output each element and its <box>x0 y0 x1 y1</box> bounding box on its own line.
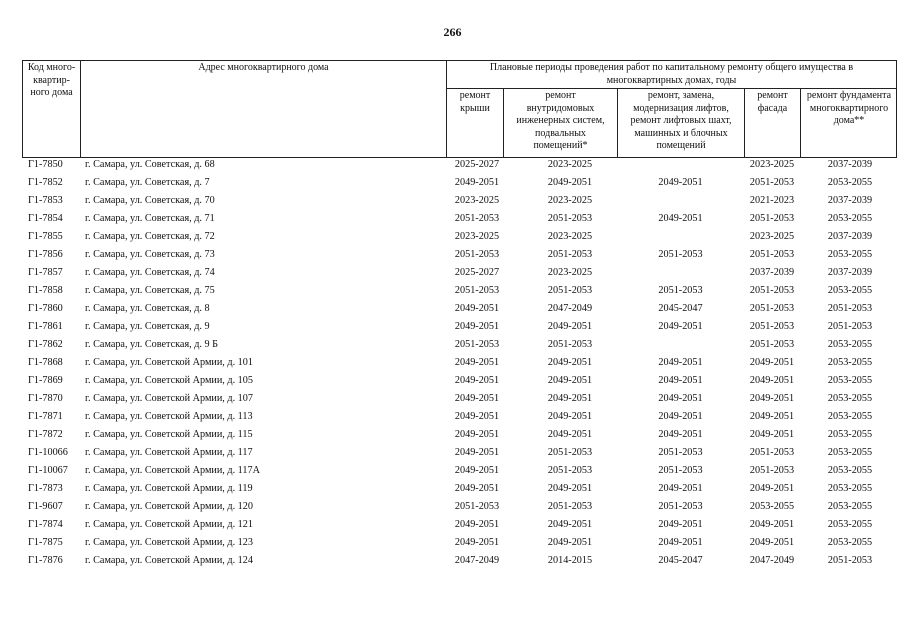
cell-address: г. Самара, ул. Советской Армии, д. 105 <box>85 375 253 386</box>
cell-lift: 2051-2053 <box>658 447 703 458</box>
cell-facade: 2049-2051 <box>749 537 795 548</box>
cell-address: г. Самара, ул. Советская, д. 72 <box>85 231 215 242</box>
cell-engineering: 2047-2049 <box>547 303 593 314</box>
cell-code: Г1-7860 <box>28 303 63 314</box>
cell-foundation: 2053-2055 <box>827 411 873 422</box>
cell-facade: 2051-2053 <box>749 321 795 332</box>
cell-foundation: 2053-2055 <box>827 339 873 350</box>
header-foundation <box>801 90 897 128</box>
cell-facade: 2051-2053 <box>749 213 795 224</box>
table-row <box>22 282 902 300</box>
cell-code: Г1-7850 <box>28 159 63 170</box>
cell-facade: 2051-2053 <box>749 303 795 314</box>
table-row <box>22 462 902 480</box>
cell-roof: 2025-2027 <box>454 159 500 170</box>
cell-roof: 2051-2053 <box>454 501 500 512</box>
cell-facade: 2051-2053 <box>749 339 795 350</box>
cell-foundation: 2053-2055 <box>827 249 873 260</box>
cell-address: г. Самара, ул. Советская, д. 9 Б <box>85 339 218 350</box>
cell-facade: 2023-2025 <box>749 231 795 242</box>
cell-roof: 2023-2025 <box>454 195 500 206</box>
cell-address: г. Самара, ул. Советская, д. 71 <box>85 213 215 224</box>
cell-facade: 2049-2051 <box>749 411 795 422</box>
cell-address: г. Самара, ул. Советская, д. 75 <box>85 285 215 296</box>
cell-address: г. Самара, ул. Советской Армии, д. 107 <box>85 393 253 404</box>
table-row <box>22 210 902 228</box>
cell-foundation: 2053-2055 <box>827 519 873 530</box>
cell-foundation: 2051-2053 <box>827 555 873 566</box>
cell-engineering: 2051-2053 <box>547 249 593 260</box>
cell-code: Г1-7855 <box>28 231 63 242</box>
table-row <box>22 390 902 408</box>
cell-foundation: 2051-2053 <box>827 303 873 314</box>
header-facade <box>745 90 800 115</box>
cell-facade: 2051-2053 <box>749 465 795 476</box>
cell-code: Г1-7874 <box>28 519 63 530</box>
table-row <box>22 174 902 192</box>
cell-code: Г1-9607 <box>28 501 63 512</box>
header-code-line: квартир- <box>33 74 70 86</box>
grid-subheader-line <box>446 88 897 89</box>
cell-foundation: 2053-2055 <box>827 213 873 224</box>
cell-address: г. Самара, ул. Советской Армии, д. 124 <box>85 555 253 566</box>
cell-code: Г1-7862 <box>28 339 63 350</box>
cell-engineering: 2023-2025 <box>547 267 593 278</box>
cell-lift: 2049-2051 <box>658 177 703 188</box>
cell-facade: 2049-2051 <box>749 357 795 368</box>
cell-engineering: 2051-2053 <box>547 501 593 512</box>
cell-code: Г1-7868 <box>28 357 63 368</box>
cell-foundation: 2037-2039 <box>827 195 873 206</box>
cell-foundation: 2053-2055 <box>827 393 873 404</box>
cell-code: Г1-7856 <box>28 249 63 260</box>
table-row <box>22 264 902 282</box>
cell-engineering: 2049-2051 <box>547 393 593 404</box>
cell-address: г. Самара, ул. Советской Армии, д. 120 <box>85 501 253 512</box>
cell-code: Г1-7870 <box>28 393 63 404</box>
cell-lift: 2051-2053 <box>658 501 703 512</box>
cell-facade: 2047-2049 <box>749 555 795 566</box>
table-row <box>22 534 902 552</box>
grid-col-line-1 <box>80 60 81 157</box>
cell-code: Г1-7857 <box>28 267 63 278</box>
cell-roof: 2049-2051 <box>454 519 500 530</box>
cell-engineering: 2049-2051 <box>547 483 593 494</box>
cell-lift: 2049-2051 <box>658 213 703 224</box>
header-foundation-line: дома** <box>833 115 865 126</box>
cell-roof: 2049-2051 <box>454 465 500 476</box>
cell-foundation: 2037-2039 <box>827 231 873 242</box>
header-engineering-line: подвальных <box>535 127 586 139</box>
cell-code: Г1-7875 <box>28 537 63 548</box>
cell-engineering: 2014-2015 <box>547 555 593 566</box>
header-lift-line: машинных и блочных <box>634 127 728 139</box>
cell-engineering: 2051-2053 <box>547 213 593 224</box>
cell-roof: 2049-2051 <box>454 447 500 458</box>
header-lift <box>618 90 744 153</box>
cell-lift: 2049-2051 <box>658 429 703 440</box>
cell-engineering: 2049-2051 <box>547 321 593 332</box>
cell-address: г. Самара, ул. Советской Армии, д. 121 <box>85 519 253 530</box>
cell-facade: 2021-2023 <box>749 195 795 206</box>
cell-lift: 2051-2053 <box>658 285 703 296</box>
cell-code: Г1-7853 <box>28 195 63 206</box>
cell-foundation: 2053-2055 <box>827 501 873 512</box>
cell-address: г. Самара, ул. Советской Армии, д. 117А <box>85 465 260 476</box>
cell-code: Г1-7852 <box>28 177 63 188</box>
cell-address: г. Самара, ул. Советской Армии, д. 115 <box>85 429 253 440</box>
header-foundation-line: многоквартирного <box>809 102 889 114</box>
cell-address: г. Самара, ул. Советская, д. 74 <box>85 267 215 278</box>
cell-address: г. Самара, ул. Советская, д. 9 <box>85 321 210 332</box>
cell-foundation: 2053-2055 <box>827 537 873 548</box>
header-engineering-line: ремонт <box>545 90 576 101</box>
table-row <box>22 246 902 264</box>
table-row <box>22 480 902 498</box>
cell-engineering: 2049-2051 <box>547 519 593 530</box>
cell-roof: 2049-2051 <box>454 411 500 422</box>
cell-engineering: 2023-2025 <box>547 231 593 242</box>
cell-address: г. Самара, ул. Советская, д. 8 <box>85 303 210 314</box>
cell-lift: 2049-2051 <box>658 375 703 386</box>
cell-address: г. Самара, ул. Советская, д. 70 <box>85 195 215 206</box>
cell-facade: 2023-2025 <box>749 159 795 170</box>
cell-foundation: 2053-2055 <box>827 483 873 494</box>
cell-facade: 2037-2039 <box>749 267 795 278</box>
cell-address: г. Самара, ул. Советской Армии, д. 113 <box>85 411 253 422</box>
cell-foundation: 2053-2055 <box>827 447 873 458</box>
cell-facade: 2051-2053 <box>749 177 795 188</box>
cell-facade: 2049-2051 <box>749 393 795 404</box>
cell-lift: 2049-2051 <box>658 393 703 404</box>
cell-lift: 2049-2051 <box>658 357 703 368</box>
cell-facade: 2051-2053 <box>749 285 795 296</box>
cell-foundation: 2051-2053 <box>827 321 873 332</box>
cell-code: Г1-7854 <box>28 213 63 224</box>
cell-roof: 2049-2051 <box>454 357 500 368</box>
cell-foundation: 2053-2055 <box>827 357 873 368</box>
cell-engineering: 2049-2051 <box>547 537 593 548</box>
cell-engineering: 2049-2051 <box>547 429 593 440</box>
cell-code: Г1-7871 <box>28 411 63 422</box>
cell-roof: 2051-2053 <box>454 213 500 224</box>
cell-roof: 2049-2051 <box>454 537 500 548</box>
cell-address: г. Самара, ул. Советская, д. 73 <box>85 249 215 260</box>
cell-facade: 2049-2051 <box>749 519 795 530</box>
cell-roof: 2049-2051 <box>454 393 500 404</box>
cell-lift: 2049-2051 <box>658 321 703 332</box>
header-roof-line: крыши <box>460 102 490 114</box>
cell-roof: 2049-2051 <box>454 177 500 188</box>
cell-lift: 2049-2051 <box>658 519 703 530</box>
header-address-line: Адрес многоквартирного дома <box>198 62 329 73</box>
table-row <box>22 444 902 462</box>
cell-foundation: 2053-2055 <box>827 429 873 440</box>
cell-roof: 2047-2049 <box>454 555 500 566</box>
table-row <box>22 516 902 534</box>
cell-code: Г1-7872 <box>28 429 63 440</box>
cell-engineering: 2051-2053 <box>547 339 593 350</box>
cell-engineering: 2023-2025 <box>547 195 593 206</box>
cell-lift: 2051-2053 <box>658 249 703 260</box>
cell-foundation: 2037-2039 <box>827 267 873 278</box>
header-engineering <box>504 90 617 153</box>
cell-roof: 2051-2053 <box>454 249 500 260</box>
cell-engineering: 2049-2051 <box>547 375 593 386</box>
header-lift-line: помещений <box>656 140 706 151</box>
cell-facade: 2049-2051 <box>749 483 795 494</box>
header-code-line: ного дома <box>30 87 73 98</box>
cell-engineering: 2049-2051 <box>547 357 593 368</box>
table-row <box>22 426 902 444</box>
header-lift-line: ремонт, замена, <box>647 90 715 101</box>
cell-engineering: 2051-2053 <box>547 465 593 476</box>
cell-foundation: 2053-2055 <box>827 177 873 188</box>
cell-roof: 2051-2053 <box>454 339 500 350</box>
header-engineering-line: инженерных систем, <box>516 115 605 126</box>
header-roof-line: ремонт <box>459 90 491 101</box>
cell-address: г. Самара, ул. Советская, д. 68 <box>85 159 215 170</box>
header-lift-line: ремонт лифтовых шахт, <box>630 115 732 126</box>
table-row <box>22 354 902 372</box>
cell-lift: 2049-2051 <box>658 411 703 422</box>
cell-engineering: 2051-2053 <box>547 285 593 296</box>
cell-code: Г1-7869 <box>28 375 63 386</box>
table-row <box>22 192 902 210</box>
header-code-line: Код много- <box>27 62 76 73</box>
cell-code: Г1-10067 <box>28 465 68 476</box>
cell-roof: 2051-2053 <box>454 285 500 296</box>
header-roof <box>447 90 503 115</box>
cell-code: Г1-10066 <box>28 447 68 458</box>
cell-lift: 2049-2051 <box>658 537 703 548</box>
cell-facade: 2051-2053 <box>749 249 795 260</box>
cell-lift: 2045-2047 <box>658 303 703 314</box>
table-row <box>22 336 902 354</box>
table-row <box>22 228 902 246</box>
cell-engineering: 2051-2053 <box>547 447 593 458</box>
cell-address: г. Самара, ул. Советской Армии, д. 119 <box>85 483 253 494</box>
cell-facade: 2051-2053 <box>749 447 795 458</box>
cell-foundation: 2053-2055 <box>827 285 873 296</box>
cell-roof: 2049-2051 <box>454 483 500 494</box>
table-row <box>22 408 902 426</box>
grid-top-line <box>22 60 897 61</box>
cell-code: Г1-7876 <box>28 555 63 566</box>
cell-roof: 2049-2051 <box>454 303 500 314</box>
header-lift-line: модернизация лифтов, <box>633 102 729 114</box>
cell-roof: 2025-2027 <box>454 267 500 278</box>
header-periods <box>447 62 896 87</box>
header-facade-line: ремонт <box>757 90 788 101</box>
table-row <box>22 156 902 174</box>
cell-foundation: 2053-2055 <box>827 465 873 476</box>
cell-roof: 2049-2051 <box>454 375 500 386</box>
header-code <box>23 62 80 100</box>
header-facade-line: фасада <box>757 102 788 114</box>
table-row <box>22 300 902 318</box>
cell-foundation: 2053-2055 <box>827 375 873 386</box>
cell-foundation: 2037-2039 <box>827 159 873 170</box>
cell-lift: 2045-2047 <box>658 555 703 566</box>
cell-address: г. Самара, ул. Советской Армии, д. 101 <box>85 357 253 368</box>
cell-engineering: 2049-2051 <box>547 177 593 188</box>
cell-address: г. Самара, ул. Советская, д. 7 <box>85 177 210 188</box>
table-row <box>22 552 902 570</box>
table-row <box>22 318 902 336</box>
cell-engineering: 2023-2025 <box>547 159 593 170</box>
table-row <box>22 372 902 390</box>
cell-address: г. Самара, ул. Советской Армии, д. 123 <box>85 537 253 548</box>
cell-roof: 2049-2051 <box>454 321 500 332</box>
cell-address: г. Самара, ул. Советской Армии, д. 117 <box>85 447 253 458</box>
cell-facade: 2049-2051 <box>749 429 795 440</box>
cell-code: Г1-7873 <box>28 483 63 494</box>
header-engineering-line: внутридомовых <box>526 102 595 114</box>
cell-engineering: 2049-2051 <box>547 411 593 422</box>
header-periods-line: Плановые периоды проведения работ по капитальному ремонту общего имущества в <box>489 62 854 73</box>
header-address <box>81 62 446 75</box>
cell-code: Г1-7858 <box>28 285 63 296</box>
header-engineering-line: помещений* <box>533 140 588 151</box>
cell-facade: 2053-2055 <box>749 501 795 512</box>
header-foundation-line: ремонт фундамента <box>806 90 892 101</box>
cell-lift: 2049-2051 <box>658 483 703 494</box>
cell-lift: 2051-2053 <box>658 465 703 476</box>
cell-roof: 2023-2025 <box>454 231 500 242</box>
header-periods-line: многоквартирных домах, годы <box>606 74 737 86</box>
cell-roof: 2049-2051 <box>454 429 500 440</box>
table-row <box>22 498 902 516</box>
cell-facade: 2049-2051 <box>749 375 795 386</box>
cell-code: Г1-7861 <box>28 321 63 332</box>
page-number: 266 <box>443 25 462 39</box>
